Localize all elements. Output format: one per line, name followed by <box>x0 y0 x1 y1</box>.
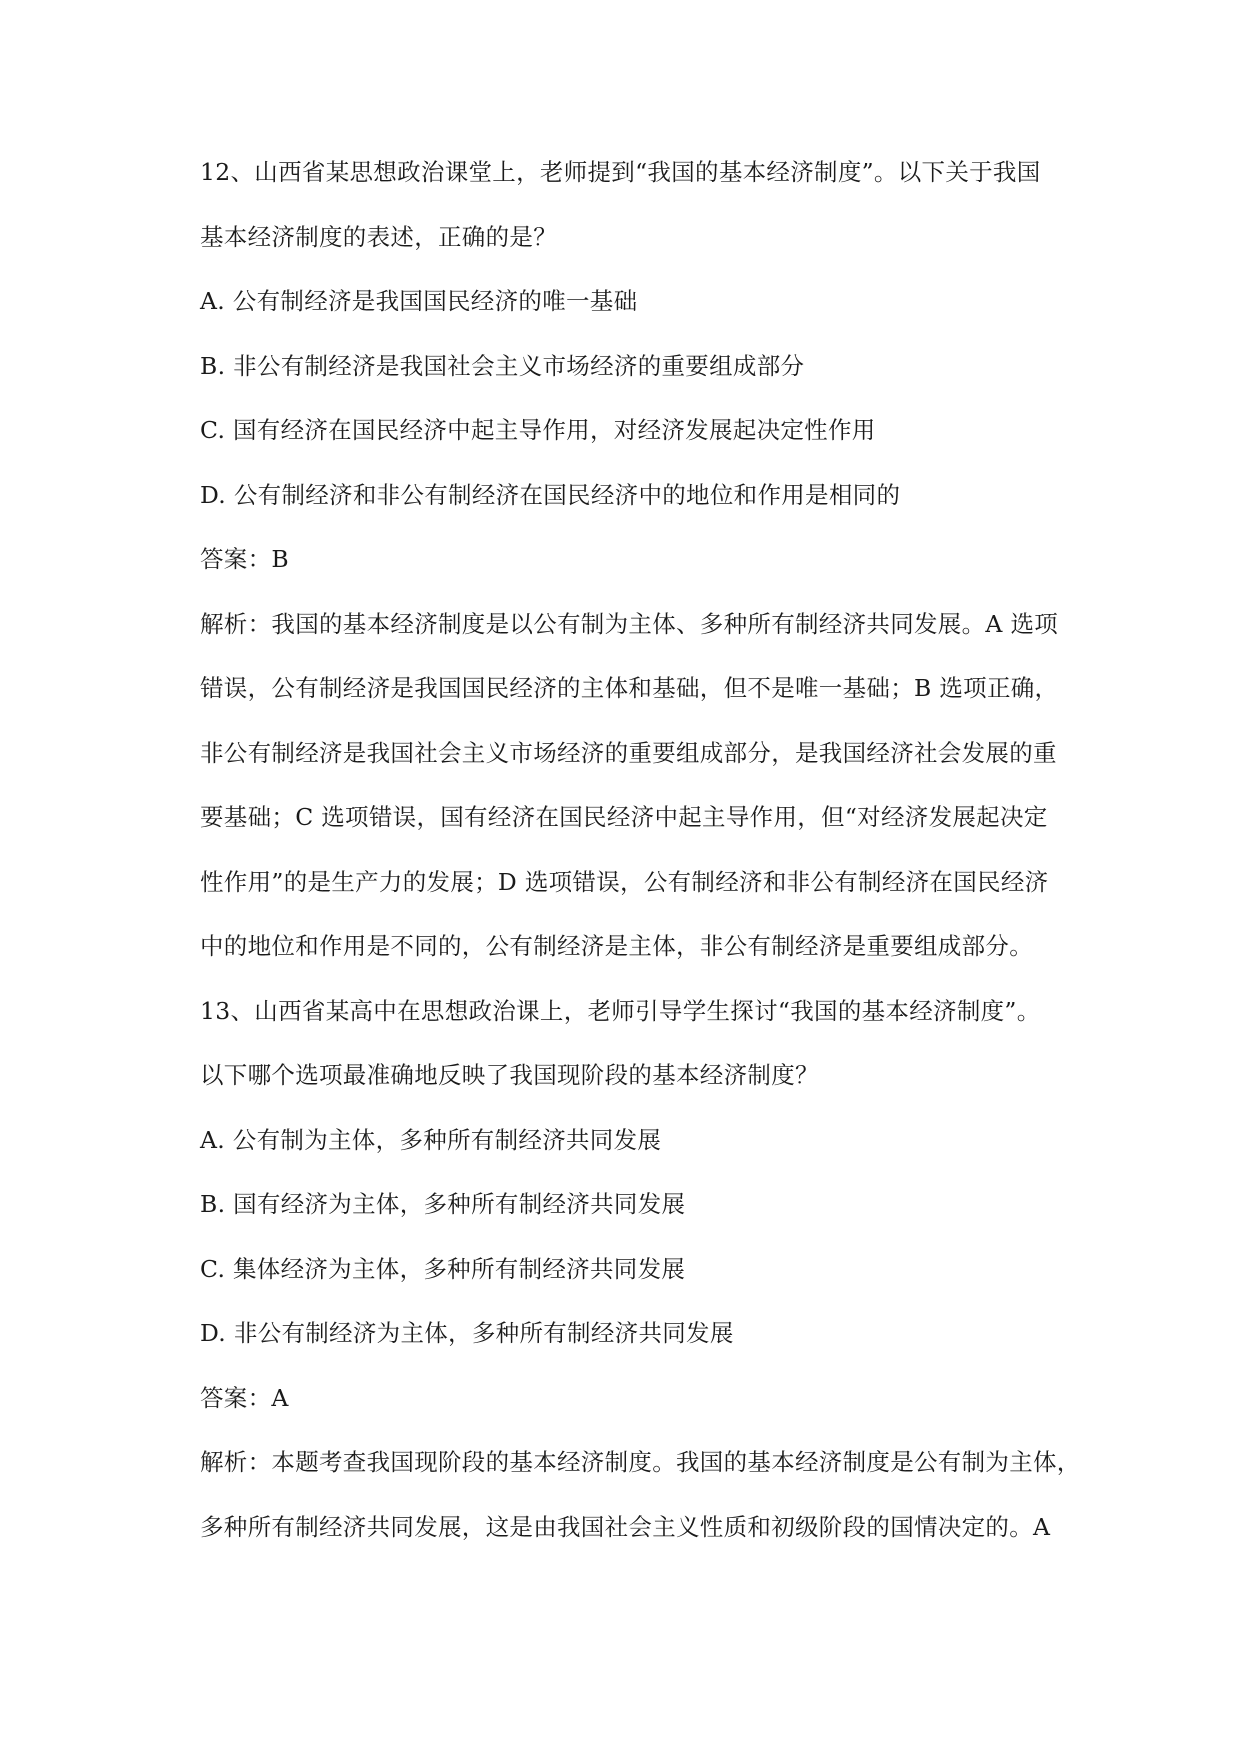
question-stem-line: 12、山西省某思想政治课堂上，老师提到“我国的基本经济制度”。以下关于我国 <box>200 158 1041 186</box>
analysis-line: 性作用”的是生产力的发展；D 选项错误，公有制经济和非公有制经济在国民经济 <box>200 867 1049 896</box>
analysis-line: 多种所有制经济共同发展，这是由我国社会主义性质和初级阶段的国情决定的。A <box>200 1512 1051 1541</box>
question-12 <box>200 140 1100 979</box>
option-c: C. 国有经济在国民经济中起主导作用，对经济发展起决定性作用 <box>200 416 876 444</box>
question-13 <box>200 979 1100 1560</box>
question-stem-line: 以下哪个选项最准确地反映了我国现阶段的基本经济制度？ <box>200 1061 819 1089</box>
analysis-line: 非公有制经济是我国社会主义市场经济的重要组成部分，是我国经济社会发展的重 <box>200 738 1057 767</box>
option-b: B. 非公有制经济是我国社会主义市场经济的重要组成部分 <box>200 351 805 380</box>
document-body <box>200 140 1100 1559</box>
answer: 答案：A <box>200 1383 289 1412</box>
analysis-line: 中的地位和作用是不同的，公有制经济是主体，非公有制经济是重要组成部分。 <box>200 932 1033 960</box>
option-a: A. 公有制经济是我国国民经济的唯一基础 <box>200 287 638 315</box>
option-d: D. 非公有制经济为主体，多种所有制经济共同发展 <box>200 1319 734 1347</box>
analysis-line: 错误，公有制经济是我国国民经济的主体和基础，但不是唯一基础；B 选项正确， <box>200 674 1059 702</box>
option-c: C. 集体经济为主体，多种所有制经济共同发展 <box>200 1254 686 1283</box>
option-a: A. 公有制为主体，多种所有制经济共同发展 <box>200 1125 662 1154</box>
analysis-line: 解析：本题考查我国现阶段的基本经济制度。我国的基本经济制度是公有制为主体， <box>200 1448 1081 1476</box>
option-b: B. 国有经济为主体，多种所有制经济共同发展 <box>200 1190 686 1218</box>
question-stem-line: 基本经济制度的表述，正确的是？ <box>200 222 557 251</box>
answer: 答案：B <box>200 545 289 573</box>
analysis-line: 解析：我国的基本经济制度是以公有制为主体、多种所有制经济共同发展。A 选项 <box>200 609 1059 638</box>
option-d: D. 公有制经济和非公有制经济在国民经济中的地位和作用是相同的 <box>200 480 901 509</box>
analysis-line: 要基础；C 选项错误，国有经济在国民经济中起主导作用，但“对经济发展起决定 <box>200 803 1048 831</box>
question-stem-line: 13、山西省某高中在思想政治课上，老师引导学生探讨“我国的基本经济制度”。 <box>200 996 1041 1025</box>
